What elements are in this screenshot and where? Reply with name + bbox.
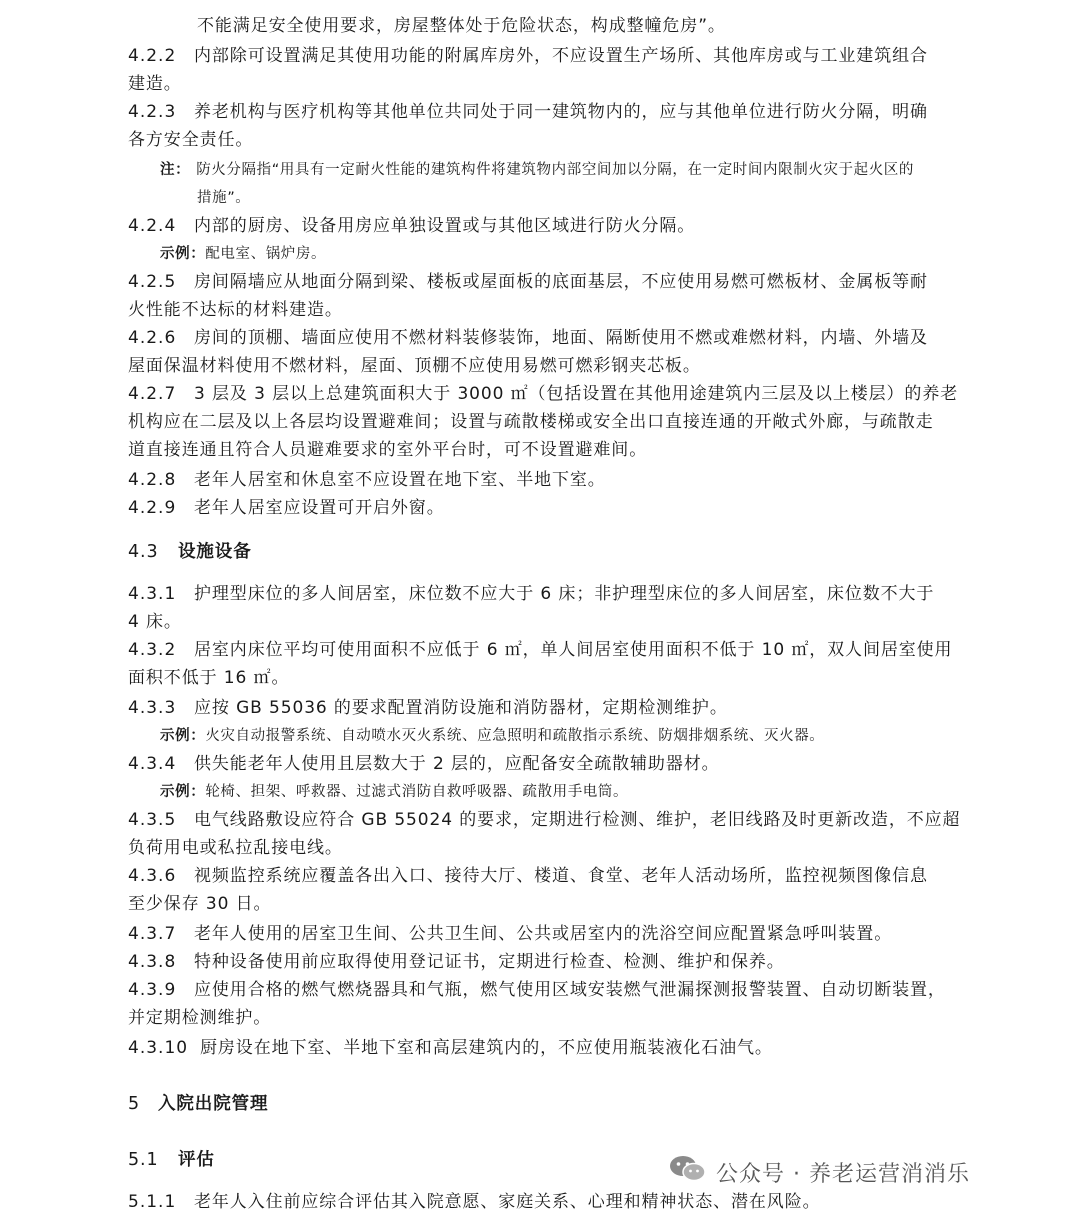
clause-4-2-8: [128, 466, 988, 494]
example: [160, 240, 1020, 268]
note-text: 防火分隔指“用具有一定耐火性能的建筑构件将建筑物内部空间加以分隔，在一定时间内限制火灾于起火区的: [196, 162, 915, 178]
text-line: 屋面保温材料使用不燃材料，屋面、顶棚不应使用易燃可燃彩钢夹芯板。: [128, 356, 701, 376]
note-continued: 措施”。: [197, 190, 251, 206]
clause-number: 4.2.5: [128, 272, 177, 292]
clause-text: 应按 GB 55036 的要求配置消防设施和消防器材，定期检测维护。: [194, 698, 728, 718]
clause-number: 4.2.2: [128, 46, 177, 66]
clause-number: 4.3.9: [128, 980, 177, 1000]
wechat-icon: [668, 1154, 708, 1190]
clause-text: 老年人使用的居室卫生间、公共卫生间、公共或居室内的洗浴空间应配置紧急呼叫装置。: [194, 924, 893, 944]
example-label: 示例：: [160, 246, 206, 262]
clause-number: 4.2.4: [128, 216, 177, 236]
example-text: 配电室、锅炉房。: [205, 246, 327, 262]
clause-number: 4.3.7: [128, 924, 177, 944]
clause-number: 4.3.10: [128, 1038, 189, 1058]
text-line: 机构应在二层及以上各层均设置避难间；设置与疏散楼梯或安全出口直接连通的开敞式外廊，与疏散走: [128, 412, 934, 432]
text-line: 并定期检测维护。: [128, 1008, 272, 1028]
clause-text: 房间隔墙应从地面分隔到梁、楼板或屋面板的底面基层，不应使用易燃可燃板材、金属板等耐: [194, 272, 928, 292]
clause-number: 4.3.4: [128, 754, 177, 774]
clause-4-2-4: [128, 212, 988, 240]
clause-4-3-10: [128, 1034, 988, 1062]
clause-text: 房间的顶棚、墙面应使用不燃材料装修装饰，地面、隔断使用不燃或难燃材料，内墙、外墙及: [194, 328, 928, 348]
section-title: 入院出院管理: [158, 1094, 269, 1114]
clause-4-2-2: [128, 42, 988, 70]
section-title: 设施设备: [178, 542, 252, 562]
example-text: 轮椅、担架、呼救器、过滤式消防自救呼吸器、疏散用手电筒。: [205, 784, 629, 800]
clause-4-2-3: [128, 98, 988, 126]
section-number: 4.3: [128, 542, 159, 562]
text-line: 负荷用电或私拉乱接电线。: [128, 838, 343, 858]
clause-4-3-1: [128, 580, 988, 608]
watermark-text: 公众号 · 养老运营消消乐: [716, 1161, 970, 1187]
section-number: 5.1: [128, 1150, 159, 1170]
note: [160, 156, 1020, 184]
clause-text: 3 层及 3 层以上总建筑面积大于 3000 ㎡（包括设置在其他用途建筑内三层及以上楼层）的养老: [194, 384, 959, 404]
section-number: 5: [128, 1094, 141, 1114]
clause-text: 养老机构与医疗机构等其他单位共同处于同一建筑物内的，应与其他单位进行防火分隔，明确: [194, 102, 928, 122]
text-line: 4 床。: [128, 612, 182, 632]
clause-4-3-9: [128, 976, 988, 1004]
example-label: 示例：: [160, 728, 206, 744]
clause-number: 4.2.7: [128, 384, 177, 404]
clause-4-2-7: [128, 380, 988, 408]
text-line: 至少保存 30 日。: [128, 894, 272, 914]
example: [160, 722, 1020, 750]
clause-4-3-8: [128, 948, 988, 976]
clause-number: 5.1.1: [128, 1192, 177, 1212]
section-title: 评估: [178, 1150, 215, 1170]
clause-number: 4.3.5: [128, 810, 177, 830]
clause-number: 4.2.6: [128, 328, 177, 348]
clause-number: 4.3.1: [128, 584, 177, 604]
example: [160, 778, 1020, 806]
text-line: 不能满足安全使用要求，房屋整体处于危险状态，构成整幢危房”。: [197, 16, 726, 36]
clause-4-3-5: [128, 806, 988, 834]
section-heading-5: [128, 1090, 988, 1118]
clause-text: 护理型床位的多人间居室，床位数不应大于 6 床；非护理型床位的多人间居室，床位数不大于: [194, 584, 935, 604]
clause-4-3-4: [128, 750, 988, 778]
clause-text: 视频监控系统应覆盖各出入口、接待大厅、楼道、食堂、老年人活动场所，监控视频图像信息: [194, 866, 928, 886]
text-line: 道直接连通且符合人员避难要求的室外平台时，可不设置避难间。: [128, 440, 648, 460]
clause-number: 4.3.8: [128, 952, 177, 972]
clause-text: 老年人居室应设置可开启外窗。: [194, 498, 445, 518]
example-label: 示例：: [160, 784, 206, 800]
text-line: 各方安全责任。: [128, 130, 254, 150]
section-heading-4-3: [128, 538, 988, 566]
clause-text: 内部的厨房、设备用房应单独设置或与其他区域进行防火分隔。: [194, 216, 696, 236]
text-line: 火性能不达标的材料建造。: [128, 300, 343, 320]
watermark: [668, 1155, 970, 1189]
clause-number: 4.3.2: [128, 640, 177, 660]
clause-4-2-6: [128, 324, 988, 352]
clause-4-2-9: [128, 494, 988, 522]
clause-number: 4.2.8: [128, 470, 177, 490]
clause-text: 老年人入住前应综合评估其入院意愿、家庭关系、心理和精神状态、潜在风险。: [194, 1192, 821, 1212]
clause-4-3-3: [128, 694, 988, 722]
clause-4-3-6: [128, 862, 988, 890]
clause-text: 老年人居室和休息室不应设置在地下室、半地下室。: [194, 470, 606, 490]
text-line: 建造。: [128, 74, 182, 94]
clause-4-3-7: [128, 920, 988, 948]
clause-text: 供失能老年人使用且层数大于 2 层的，应配备安全疏散辅助器材。: [194, 754, 720, 774]
clause-number: 4.3.3: [128, 698, 177, 718]
example-text: 火灾自动报警系统、自动喷水灭火系统、应急照明和疏散指示系统、防烟排烟系统、灭火器。: [205, 728, 825, 744]
clause-4-3-2: [128, 636, 988, 664]
clause-text: 居室内床位平均可使用面积不应低于 6 ㎡，单人间居室使用面积不低于 10 ㎡，双人间居室使用: [194, 640, 953, 660]
clause-4-2-5: [128, 268, 988, 296]
clause-text: 应使用合格的燃气燃烧器具和气瓶，燃气使用区域安装燃气泄漏探测报警装置、自动切断装置，: [194, 980, 946, 1000]
clause-text: 电气线路敷设应符合 GB 55024 的要求，定期进行检测、维护，老旧线路及时更新改造，不应超: [194, 810, 961, 830]
clause-number: 4.2.3: [128, 102, 177, 122]
clause-text: 内部除可设置满足其使用功能的附属库房外，不应设置生产场所、其他库房或与工业建筑组合: [194, 46, 928, 66]
clause-text: 特种设备使用前应取得使用登记证书，定期进行检查、检测、维护和保养。: [194, 952, 785, 972]
clause-number: 4.3.6: [128, 866, 177, 886]
text-line: 面积不低于 16 ㎡。: [128, 668, 290, 688]
clause-5-1-1: [128, 1188, 988, 1216]
note-label: 注：: [160, 162, 191, 178]
clause-text: 厨房设在地下室、半地下室和高层建筑内的，不应使用瓶装液化石油气。: [200, 1038, 773, 1058]
clause-number: 4.2.9: [128, 498, 177, 518]
